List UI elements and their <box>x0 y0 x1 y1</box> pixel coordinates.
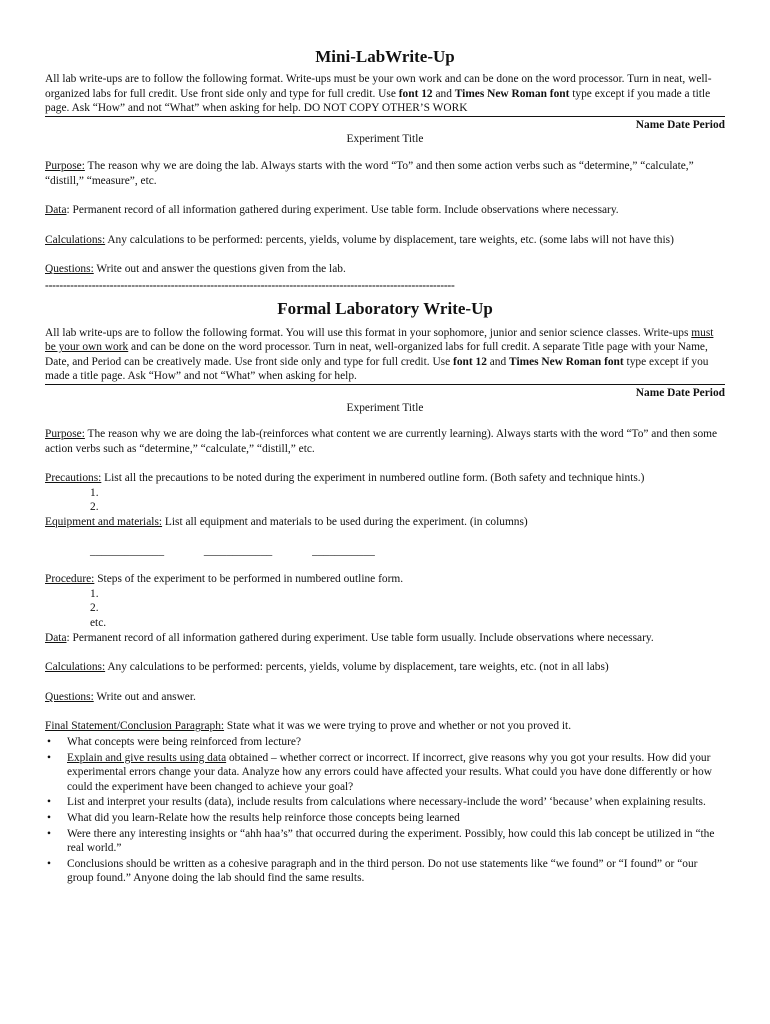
formal-procedure-label: Procedure: <box>45 573 95 586</box>
mini-purpose-text: The reason why we are doing the lab. Always starts with the word “To” and then some action verbs such as “determine,” “calculate,” “distill,” “measure”, etc. <box>45 159 694 187</box>
formal-questions-label: Questions: <box>45 690 94 703</box>
formal-final-text: State what it was we were trying to prove and whether or not you proved it. <box>224 720 572 733</box>
formal-precautions-text: List all the precautions to be noted during the experiment in numbered outline form. (Both safety and technique hints.) <box>101 472 645 485</box>
formal-procedure <box>45 572 725 587</box>
section-divider: ------------------------------------------------------------------------------------------------------------------ <box>45 279 455 292</box>
precaution-item-1: 1. <box>90 486 99 499</box>
formal-intro <box>45 326 725 384</box>
conclusion-bullet-2-run-1: Explain and give results using data <box>67 751 227 764</box>
formal-precautions <box>45 471 725 486</box>
conclusion-bullet-2 <box>45 751 725 795</box>
formal-purpose <box>45 427 725 456</box>
mini-intro <box>45 72 725 116</box>
mini-data-text: : Permanent record of all information gathered during experiment. Use table form. Include observations where necessary. <box>66 204 619 217</box>
mini-title: Mini-LabWrite-Up <box>315 47 455 66</box>
formal-equipment-label: Equipment and materials: <box>45 516 163 529</box>
formal-precautions-label: Precautions: <box>45 472 102 485</box>
bullet-icon: • <box>47 827 51 840</box>
formal-intro-run-2: must be your own work <box>45 326 714 354</box>
conclusion-bullet-6 <box>45 857 725 886</box>
formal-calculations-text: Any calculations to be performed: percents, yields, volume by displacement, tare weights, etc. (not in all labs) <box>105 661 609 674</box>
formal-title: Formal Laboratory Write-Up <box>277 298 493 318</box>
mini-data <box>45 203 725 218</box>
formal-questions-text: Write out and answer. <box>93 690 196 703</box>
formal-experiment-title: Experiment Title <box>346 401 424 414</box>
bullet-icon: • <box>47 751 51 764</box>
mini-questions-text: Write out and answer the questions given from the lab. <box>93 263 346 276</box>
formal-intro-run-3: and can be done on the word processor. Turn in neat, well-organized labs for full credit. A separate Title page with your Name, Date, and Period can be creatively made. Use front side only and type for full credit. Use <box>45 341 708 368</box>
conclusion-bullet-1-run-1: What concepts were being reinforced from lecture? <box>67 736 302 748</box>
conclusion-bullet-3 <box>45 795 725 810</box>
document-page <box>45 46 725 887</box>
mini-rule <box>45 116 725 117</box>
formal-intro-run-1: All lab write-ups are to follow the following format. You will use this format in your sophomore, junior and senior science classes. Write-ups <box>45 326 692 339</box>
conclusion-bullet-4-run-1: What did you learn-Relate how the results help reinforce those concepts being learned <box>67 811 460 824</box>
formal-intro-run-5: and <box>486 355 510 368</box>
mini-purpose-label: Purpose: <box>45 159 85 172</box>
bullet-icon: • <box>47 736 51 748</box>
formal-name-date-period: Name Date Period <box>635 386 725 399</box>
precaution-item-2: 2. <box>90 501 99 514</box>
formal-intro-run-4: font 12 <box>453 355 487 368</box>
formal-final-label: Final Statement/Conclusion Paragraph: <box>45 720 225 733</box>
formal-data-text: : Permanent record of all information gathered during experiment. Use table form usually. Include observations where necessary. <box>66 631 654 644</box>
mini-name-date-period: Name Date Period <box>635 118 725 131</box>
procedure-item-2: 2. <box>90 602 99 615</box>
formal-intro-run-7: type except if you made a title page. Ask “How” and not “What” when asking for help. <box>45 355 709 383</box>
equipment-blank-columns: _____________ ____________ ___________ <box>90 544 375 557</box>
formal-data-label: Data <box>45 631 67 644</box>
formal-calculations-label: Calculations: <box>45 661 106 674</box>
formal-questions <box>45 690 725 705</box>
mini-intro-run-5: type except if you made a title page. Ask “How” and not “What” when asking for help. DO NOT COPY OTHER’S WORK <box>45 87 711 115</box>
formal-rule <box>45 384 725 385</box>
conclusion-bullet-5-run-1: Were there any interesting insights or “ahh haa’s” that occurred during the experiment. Possibly, how could this lab concept be utilized in “the real world.” <box>67 827 715 855</box>
mini-purpose <box>45 159 725 188</box>
mini-intro-run-2: font 12 <box>398 87 433 100</box>
formal-final-statement <box>45 719 725 734</box>
mini-questions-label: Questions: <box>45 263 94 276</box>
mini-calculations-label: Calculations: <box>45 233 106 246</box>
formal-purpose-text: The reason why we are doing the lab-(reinforces what content we are currently learning). Always starts with the word “To” and then some action verbs such as “determine,” “calculate,” “distill,” etc. <box>45 428 718 455</box>
conclusion-bullet-4 <box>45 811 725 826</box>
formal-calculations <box>45 660 725 675</box>
formal-intro-run-6: Times New Roman font <box>509 355 624 368</box>
formal-equipment <box>45 515 725 530</box>
bullet-icon: • <box>47 857 51 870</box>
formal-data <box>45 631 725 646</box>
conclusion-bullet-5 <box>45 827 725 856</box>
conclusion-bullet-list <box>45 735 725 886</box>
mini-intro-run-1: All lab write-ups are to follow the following format. Write-ups must be your own work and can be done on the word processor. Turn in neat, well-organized labs for full credit. Use front side only and type for full credit. Use <box>45 73 712 100</box>
formal-purpose-label: Purpose: <box>45 428 85 441</box>
conclusion-bullet-6-run-1: Conclusions should be written as a cohesive paragraph and in the third person. Do not use statements like “we found” or “I found” or “our group found.” Anyone doing the lab should find the same results. <box>67 857 698 885</box>
mini-data-label: Data <box>45 204 67 217</box>
conclusion-bullet-1 <box>45 735 725 750</box>
bullet-icon: • <box>47 811 51 824</box>
mini-experiment-title: Experiment Title <box>346 133 424 146</box>
mini-calculations-text: Any calculations to be performed: percents, yields, volume by displacement, tare weights, etc. (some labs will not have this) <box>105 233 674 246</box>
bullet-icon: • <box>47 796 51 809</box>
formal-procedure-text: Steps of the experiment to be performed in numbered outline form. <box>94 573 404 586</box>
mini-intro-run-3: and <box>432 87 455 100</box>
procedure-item-etc: etc. <box>90 617 107 630</box>
procedure-item-1: 1. <box>90 587 99 600</box>
conclusion-bullet-3-run-1: List and interpret your results (data), include results from calculations where necessary-include the word’ ‘because’ when explaining results. <box>67 796 706 809</box>
conclusion-bullet-2-run-2: obtained – whether correct or incorrect. If incorrect, give reasons why you got your results. How did your experimental errors change your data. Analyze how any errors could have affected your results. What could you have done differently or how could the experiment have been changed to achieve your goal? <box>67 751 712 793</box>
formal-equipment-text: List all equipment and materials to be used during the experiment. (in columns) <box>162 516 528 529</box>
mini-questions <box>45 262 725 277</box>
mini-intro-run-4: Times New Roman font <box>454 87 570 100</box>
mini-calculations <box>45 233 725 248</box>
